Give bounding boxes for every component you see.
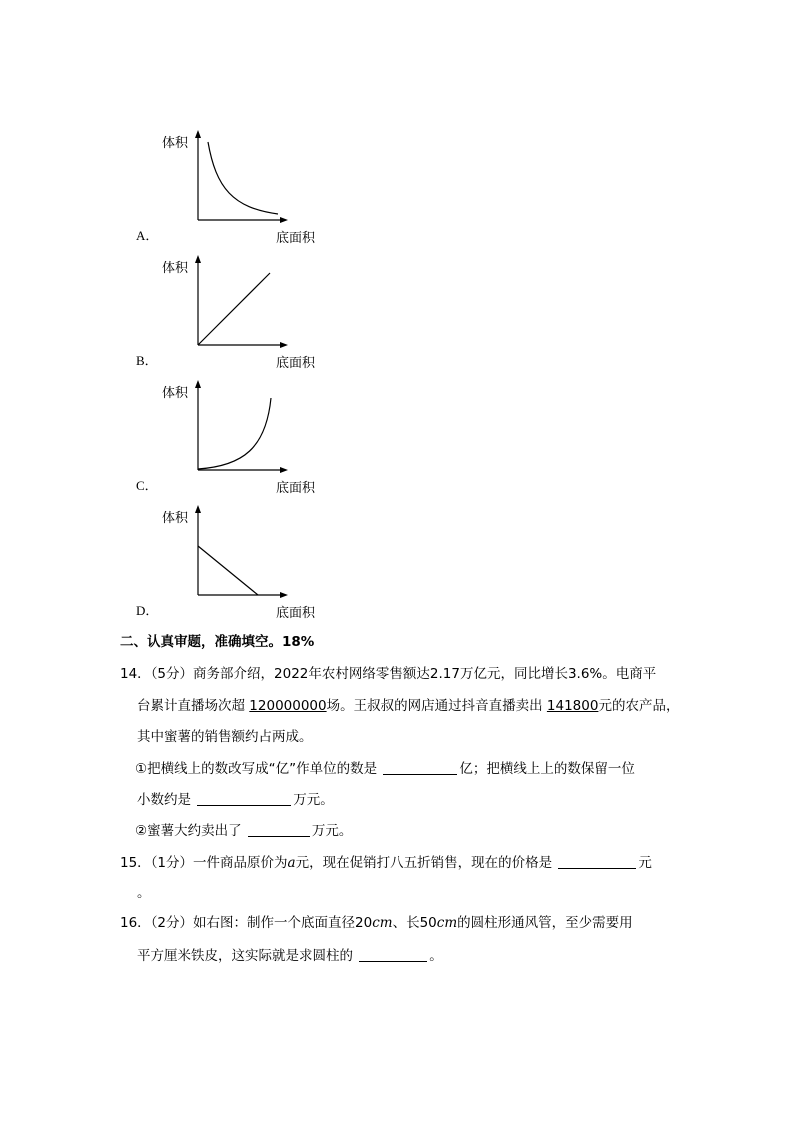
q14-sub1-text-b: 亿；把横线上上的数保留一位 bbox=[459, 761, 635, 777]
y-axis-label: 体积 bbox=[162, 511, 189, 526]
graph-b-svg bbox=[188, 253, 288, 353]
curve bbox=[198, 546, 258, 595]
q16-text-e: 。 bbox=[429, 948, 443, 964]
q14-line-1 bbox=[120, 665, 656, 683]
x-arrow bbox=[280, 217, 288, 223]
q14-number: 14． bbox=[120, 666, 151, 682]
x-axis-label: 底面积 bbox=[276, 606, 316, 621]
y-axis-label: 体积 bbox=[162, 136, 189, 151]
q14-line-3 bbox=[137, 728, 313, 746]
graph-a-svg bbox=[188, 128, 288, 228]
q14-underlined-number-2: 141800 bbox=[546, 698, 599, 714]
q14-sub1-text-a: ①把横线上的数改写成“亿”作单位的数是 bbox=[135, 761, 382, 777]
q15-text-c: 元 bbox=[638, 855, 652, 871]
q16-text-d: 平方厘米铁皮，这实际就是求圆柱的 bbox=[137, 948, 358, 964]
q16-text-a: 如右图：制作一个底面直径20 bbox=[193, 915, 373, 931]
option-letter[interactable]: C． bbox=[136, 478, 158, 493]
q15-points: （1分） bbox=[150, 855, 194, 871]
q15-text-b: 元，现在促销打八五折销售，现在的价格是 bbox=[295, 855, 557, 871]
y-axis-label: 体积 bbox=[162, 386, 189, 401]
option-letter[interactable]: A． bbox=[136, 228, 159, 243]
curve bbox=[208, 142, 278, 214]
option-letter[interactable]: B． bbox=[136, 353, 158, 368]
q14-text-2c: 元的农产品， bbox=[598, 698, 680, 714]
q16-unit-1: cm bbox=[372, 915, 393, 931]
graph-c-svg bbox=[188, 378, 288, 478]
q15-variable: a bbox=[287, 855, 296, 871]
q15-line-1 bbox=[120, 853, 652, 872]
q14-line-2 bbox=[137, 697, 679, 715]
option-c-graph bbox=[136, 378, 336, 496]
q14-blank-1[interactable] bbox=[383, 759, 457, 775]
q14-sub-1-cont bbox=[137, 790, 334, 809]
option-letter[interactable]: D． bbox=[136, 603, 159, 618]
q15-line-2 bbox=[137, 884, 151, 902]
option-d-graph bbox=[136, 503, 336, 621]
y-arrow bbox=[195, 255, 201, 263]
q16-unit-2: cm bbox=[436, 915, 458, 931]
section-title: 二、认真审题，准确填空。18% bbox=[120, 634, 315, 650]
q14-text-2a: 台累计直播场次超 bbox=[137, 698, 250, 714]
q16-line-2 bbox=[137, 946, 443, 965]
y-arrow bbox=[195, 130, 201, 138]
q14-sub-1 bbox=[135, 759, 635, 778]
q14-underlined-number-1: 120000000 bbox=[249, 698, 327, 714]
y-arrow bbox=[195, 380, 201, 388]
y-arrow bbox=[195, 505, 201, 513]
graph-d-svg bbox=[188, 503, 288, 603]
q14-sub2-text-b: 万元。 bbox=[311, 823, 353, 839]
q14-sub1-text-c: 小数约是 bbox=[137, 792, 196, 808]
y-axis-label: 体积 bbox=[162, 261, 189, 276]
x-axis-label: 底面积 bbox=[276, 481, 316, 496]
q14-blank-2[interactable] bbox=[197, 790, 291, 806]
q14-text-2b: 场。王叔叔的网店通过抖音直播卖出 bbox=[326, 698, 547, 714]
q14-sub2-text-a: ②蜜薯大约卖出了 bbox=[135, 823, 246, 839]
q14-sub1-text-d: 万元。 bbox=[293, 792, 334, 808]
x-axis-label: 底面积 bbox=[276, 231, 316, 246]
x-arrow bbox=[280, 342, 288, 348]
q16-blank[interactable] bbox=[359, 946, 427, 962]
q14-blank-3[interactable] bbox=[248, 821, 310, 837]
option-a-graph bbox=[136, 128, 336, 246]
q14-sub-2 bbox=[135, 821, 352, 840]
q15-blank[interactable] bbox=[558, 853, 636, 869]
q16-points: （2分） bbox=[150, 915, 194, 931]
q16-number: 16． bbox=[120, 915, 151, 931]
curve bbox=[198, 273, 270, 345]
q15-text-d: 。 bbox=[137, 885, 151, 901]
q14-text-3: 其中蜜薯的销售额约占两成。 bbox=[137, 729, 313, 745]
q14-text-1: 商务部介绍，2022年农村网络零售额达2.17万亿元，同比增长3.6%。电商平 bbox=[193, 666, 657, 682]
q16-text-b: 、长50 bbox=[392, 915, 437, 931]
q14-points: （5分） bbox=[150, 666, 194, 682]
curve bbox=[198, 398, 271, 469]
x-axis-label: 底面积 bbox=[276, 356, 316, 371]
x-arrow bbox=[280, 592, 288, 598]
q16-text-c: 的圆柱形通风管，至少需要用 bbox=[457, 915, 633, 931]
option-b-graph bbox=[136, 253, 336, 371]
q15-text-a: 一件商品原价为 bbox=[193, 855, 288, 871]
q15-number: 15． bbox=[120, 855, 151, 871]
x-arrow bbox=[280, 467, 288, 473]
q16-line-1 bbox=[120, 914, 633, 932]
section-heading bbox=[120, 633, 314, 651]
